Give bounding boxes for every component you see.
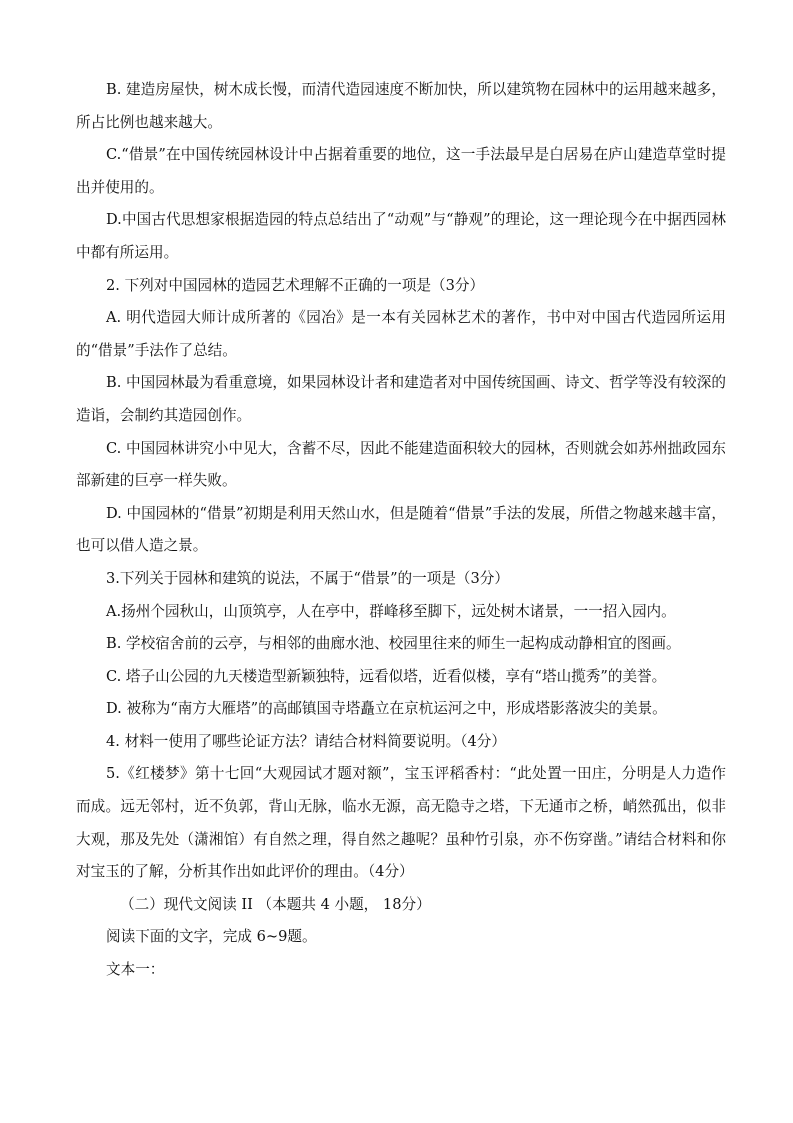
option-d-q3: D. 被称为“南方大雁塔”的高邮镇国寺塔矗立在京杭运河之中，形成塔影落波尖的美景。 xyxy=(106,700,667,718)
question-4: 4. 材料一使用了哪些论证方法？请结合材料简要说明。（4分） xyxy=(106,732,506,750)
option-c-q2: C. 中国园林讲究小中见大，含蓄不尽，因此不能建造面积较大的园林，否则就会如苏州拙政园东部新建的巨亭一样失败。 xyxy=(76,439,726,490)
document-body xyxy=(76,74,726,987)
option-d-q1: D.中国古代思想家根据造园的特点总结出了“动观”与“静观”的理论，这一理论现今在中据西园林中都有所运用。 xyxy=(76,211,726,261)
option-d-q2: D. 中国园林的“借景”初期是利用天然山水，但是随着“借景”手法的发展，所借之物越来越丰富，也可以借人造之景。 xyxy=(76,504,726,555)
option-c-q3: C. 塔子山公园的九天楼造型新颖独特，远看似塔，近看似楼，享有“塔山揽秀”的美誉。 xyxy=(106,667,667,685)
option-b-q2: B. 中国园林最为看重意境，如果园林设计者和建造者对中国传统国画、诗文、哲学等没有较深的造诣，会制约其造园创作。 xyxy=(76,374,726,424)
reading-instruction: 阅读下面的文字，完成 6~9题。 xyxy=(106,928,317,946)
option-a-q3: A.扬州个园秋山，山顶筑亭，人在亭中，群峰移至脚下，远处树木诸景，一一招入园内。 xyxy=(106,602,676,620)
option-c-q1: C.“借景”在中国传统园林设计中占据着重要的地位，这一手法最早是白居易在庐山建造草堂时提出并使用的。 xyxy=(76,146,726,196)
section-heading: （二）现代文阅读 II （本题共 4 小题， 18分） xyxy=(120,895,431,913)
option-b-q1: B. 建造房屋快，树木成长慢，而清代造园速度不断加快，所以建筑物在园林中的运用越来越多，所占比例也越来越大。 xyxy=(76,81,726,131)
question-2: 2. 下列对中国园林的造园艺术理解不正确的一项是（3分） xyxy=(106,276,485,294)
option-b-q3: B. 学校宿舍前的云亭，与相邻的曲廊水池、校园里往来的师生一起构成动静相宜的图画。 xyxy=(106,635,681,653)
question-3: 3.下列关于园林和建筑的说法，不属于“借景”的一项是（3分） xyxy=(106,569,509,587)
text-one-label: 文本一： xyxy=(106,961,165,979)
option-a-q2: A. 明代造园大师计成所著的《园冶》是一本有关园林艺术的著作，书中对中国古代造园所运用的“借景”手法作了总结。 xyxy=(76,309,726,359)
question-5: 5.《红楼梦》第十七回“大观园试才题对额”，宝玉评稻香村：“此处置一田庄，分明是人力造作而成。远无邻村，近不负郭，背山无脉，临水无源，高无隐寺之塔，下无通市之桥，峭然孤出，似非大观，那及先处（潇湘馆）有自然之理，得自然之趣呢？虽种竹引泉，亦不伤穿凿。”请结合材料和你对宝玉的了解，分析其作出如此评价的理由。（4分） xyxy=(76,765,726,881)
